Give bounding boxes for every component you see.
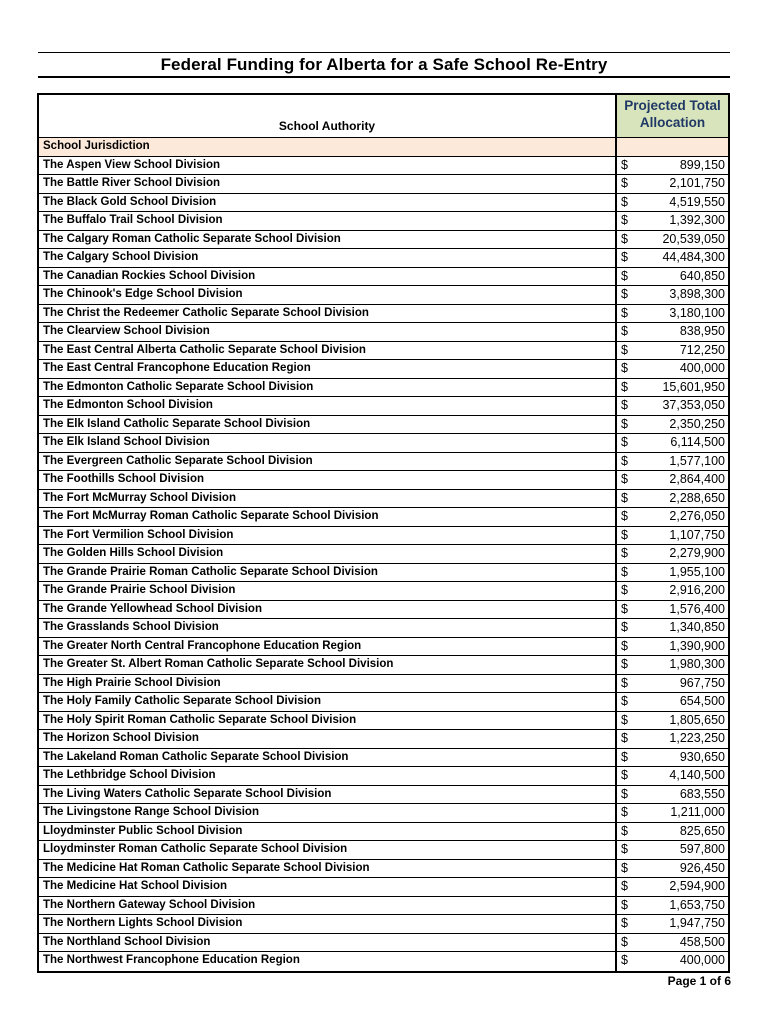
- currency-symbol: $: [621, 675, 628, 690]
- currency-symbol: $: [621, 657, 628, 671]
- allocation-cell: [617, 786, 728, 804]
- projected-allocation-header: [617, 95, 728, 137]
- table-row: [39, 323, 728, 342]
- currency-symbol: $: [621, 953, 628, 967]
- section-label: School Jurisdiction: [39, 138, 617, 156]
- allocation-amount: 838,950: [679, 324, 725, 338]
- allocation-amount: 1,390,900: [669, 638, 725, 653]
- table-row: [39, 841, 728, 860]
- table-row: [39, 212, 728, 231]
- table-row: [39, 360, 728, 379]
- allocation-cell: [617, 712, 728, 730]
- allocation-amount: 1,805,650: [669, 712, 725, 727]
- currency-symbol: $: [621, 768, 628, 782]
- currency-symbol: $: [621, 231, 628, 246]
- school-authority-name: The Livingstone Range School Division: [39, 804, 617, 822]
- table-row: [39, 286, 728, 305]
- table-row: [39, 934, 728, 953]
- allocation-amount: 3,180,100: [669, 305, 725, 320]
- school-authority-name: The Fort Vermilion School Division: [39, 527, 617, 545]
- allocation-amount: 15,601,950: [662, 379, 725, 394]
- currency-symbol: $: [621, 398, 628, 412]
- allocation-amount: 1,947,750: [669, 916, 725, 930]
- currency-symbol: $: [621, 472, 628, 486]
- school-authority-name: The Living Waters Catholic Separate School Division: [39, 786, 617, 804]
- allocation-cell: [617, 379, 728, 397]
- table-row: [39, 749, 728, 768]
- currency-symbol: $: [621, 916, 628, 930]
- allocation-amount: 930,650: [679, 749, 725, 764]
- table-row: [39, 638, 728, 657]
- allocation-amount: 400,000: [679, 361, 725, 375]
- currency-symbol: $: [621, 749, 628, 764]
- school-authority-name: The Canadian Rockies School Division: [39, 268, 617, 286]
- allocation-cell: [617, 305, 728, 323]
- table-row: [39, 582, 728, 601]
- school-authority-name: The Calgary School Division: [39, 249, 617, 267]
- table-row: [39, 175, 728, 194]
- currency-symbol: $: [621, 213, 628, 227]
- currency-symbol: $: [621, 342, 628, 357]
- allocation-cell: [617, 342, 728, 360]
- allocation-amount: 1,340,850: [669, 620, 725, 634]
- table-row: [39, 249, 728, 268]
- school-authority-name: The Clearview School Division: [39, 323, 617, 341]
- allocation-cell: [617, 952, 728, 971]
- allocation-cell: [617, 656, 728, 674]
- allocation-cell: [617, 212, 728, 230]
- allocation-cell: [617, 675, 728, 693]
- school-authority-name: The Greater North Central Francophone Education Region: [39, 638, 617, 656]
- allocation-amount: 4,519,550: [669, 194, 725, 209]
- allocation-amount: 3,898,300: [669, 287, 725, 301]
- currency-symbol: $: [621, 546, 628, 560]
- allocation-cell: [617, 508, 728, 526]
- currency-symbol: $: [621, 453, 628, 468]
- allocation-header-line1: Projected Total: [624, 98, 721, 113]
- school-authority-name: The Christ the Redeemer Catholic Separate School Division: [39, 305, 617, 323]
- school-authority-name: The Edmonton Catholic Separate School Division: [39, 379, 617, 397]
- school-authority-header: School Authority: [39, 95, 617, 137]
- allocation-cell: [617, 638, 728, 656]
- table-row: [39, 397, 728, 416]
- table-row: [39, 823, 728, 842]
- currency-symbol: $: [621, 731, 628, 745]
- currency-symbol: $: [621, 194, 628, 209]
- allocation-cell: [617, 601, 728, 619]
- allocation-header-line2: Allocation: [639, 115, 706, 130]
- currency-symbol: $: [621, 601, 628, 616]
- currency-symbol: $: [621, 250, 628, 264]
- allocation-cell: [617, 434, 728, 452]
- school-authority-name: The Holy Spirit Roman Catholic Separate School Division: [39, 712, 617, 730]
- school-authority-name: The Chinook's Edge School Division: [39, 286, 617, 304]
- allocation-cell: [617, 194, 728, 212]
- allocation-amount: 2,288,650: [669, 490, 725, 505]
- allocation-cell: [617, 471, 728, 489]
- currency-symbol: $: [621, 842, 628, 856]
- allocation-cell: [617, 860, 728, 878]
- allocation-amount: 400,000: [679, 953, 725, 967]
- school-authority-name: The Greater St. Albert Roman Catholic Separate School Division: [39, 656, 617, 674]
- school-authority-name: The Northland School Division: [39, 934, 617, 952]
- allocation-amount: 2,101,750: [669, 176, 725, 190]
- allocation-amount: 712,250: [679, 342, 725, 357]
- currency-symbol: $: [621, 268, 628, 283]
- school-authority-name: The Medicine Hat School Division: [39, 878, 617, 896]
- school-authority-name: Lloydminster Public School Division: [39, 823, 617, 841]
- school-authority-name: The Northern Lights School Division: [39, 915, 617, 933]
- allocation-amount: 1,211,000: [670, 805, 725, 819]
- section-amount-cell: [617, 138, 728, 156]
- school-authority-name: The Horizon School Division: [39, 730, 617, 748]
- school-authority-name: The Edmonton School Division: [39, 397, 617, 415]
- allocation-cell: [617, 175, 728, 193]
- table-row: [39, 157, 728, 176]
- school-authority-name: The East Central Francophone Education Region: [39, 360, 617, 378]
- table-row: [39, 804, 728, 823]
- school-authority-name: The Golden Hills School Division: [39, 545, 617, 563]
- table-row: [39, 490, 728, 509]
- table-row: [39, 952, 728, 971]
- table-row: [39, 656, 728, 675]
- currency-symbol: $: [621, 509, 628, 523]
- school-authority-name: The Grande Yellowhead School Division: [39, 601, 617, 619]
- table-row: [39, 434, 728, 453]
- allocation-cell: [617, 619, 728, 637]
- school-authority-name: The Elk Island School Division: [39, 434, 617, 452]
- currency-symbol: $: [621, 287, 628, 301]
- table-row: [39, 564, 728, 583]
- currency-symbol: $: [621, 805, 628, 819]
- currency-symbol: $: [621, 934, 628, 949]
- school-authority-name: The Elk Island Catholic Separate School Division: [39, 416, 617, 434]
- allocation-cell: [617, 416, 728, 434]
- funding-table: [37, 93, 730, 973]
- table-row: [39, 379, 728, 398]
- table-row: [39, 453, 728, 472]
- school-authority-name: The Aspen View School Division: [39, 157, 617, 175]
- allocation-cell: [617, 157, 728, 175]
- table-body: [39, 157, 728, 971]
- allocation-cell: [617, 767, 728, 785]
- currency-symbol: $: [621, 712, 628, 727]
- allocation-cell: [617, 490, 728, 508]
- allocation-cell: [617, 804, 728, 822]
- table-row: [39, 416, 728, 435]
- allocation-cell: [617, 286, 728, 304]
- currency-symbol: $: [621, 435, 628, 449]
- allocation-amount: 1,955,100: [669, 564, 725, 579]
- school-authority-name: The Black Gold School Division: [39, 194, 617, 212]
- table-row: [39, 305, 728, 324]
- allocation-amount: 2,350,250: [669, 416, 725, 431]
- allocation-amount: 44,484,300: [662, 250, 725, 264]
- currency-symbol: $: [621, 379, 628, 394]
- school-authority-name: The Fort McMurray Roman Catholic Separate School Division: [39, 508, 617, 526]
- allocation-amount: 967,750: [679, 675, 725, 690]
- allocation-amount: 640,850: [679, 268, 725, 283]
- school-authority-name: The Grande Prairie Roman Catholic Separate School Division: [39, 564, 617, 582]
- currency-symbol: $: [621, 583, 628, 597]
- currency-symbol: $: [621, 897, 628, 912]
- school-authority-name: The Fort McMurray School Division: [39, 490, 617, 508]
- currency-symbol: $: [621, 638, 628, 653]
- allocation-cell: [617, 564, 728, 582]
- currency-symbol: $: [621, 416, 628, 431]
- table-row: [39, 268, 728, 287]
- school-authority-name: The Northern Gateway School Division: [39, 897, 617, 915]
- table-row: [39, 897, 728, 916]
- allocation-amount: 1,392,300: [669, 213, 725, 227]
- allocation-amount: 825,650: [679, 823, 725, 838]
- page-number: Page 1 of 6: [667, 974, 731, 988]
- allocation-cell: [617, 249, 728, 267]
- allocation-cell: [617, 231, 728, 249]
- allocation-cell: [617, 823, 728, 841]
- currency-symbol: $: [621, 786, 628, 801]
- allocation-cell: [617, 878, 728, 896]
- allocation-cell: [617, 749, 728, 767]
- school-authority-name: The Lakeland Roman Catholic Separate School Division: [39, 749, 617, 767]
- school-authority-name: The Lethbridge School Division: [39, 767, 617, 785]
- allocation-amount: 2,864,400: [669, 472, 725, 486]
- table-row: [39, 471, 728, 490]
- school-authority-name: The Medicine Hat Roman Catholic Separate School Division: [39, 860, 617, 878]
- allocation-cell: [617, 934, 728, 952]
- table-row: [39, 712, 728, 731]
- allocation-amount: 1,577,100: [669, 453, 725, 468]
- allocation-amount: 20,539,050: [662, 231, 725, 246]
- school-authority-name: The Calgary Roman Catholic Separate School Division: [39, 231, 617, 249]
- allocation-cell: [617, 915, 728, 933]
- allocation-amount: 926,450: [679, 860, 725, 875]
- allocation-amount: 654,500: [679, 694, 725, 708]
- currency-symbol: $: [621, 879, 628, 893]
- allocation-amount: 2,276,050: [669, 509, 725, 523]
- allocation-amount: 6,114,500: [670, 435, 725, 449]
- allocation-amount: 2,594,900: [669, 879, 725, 893]
- table-row: [39, 878, 728, 897]
- table-header: [39, 95, 728, 138]
- school-authority-name: The Grande Prairie School Division: [39, 582, 617, 600]
- school-authority-name: The East Central Alberta Catholic Separate School Division: [39, 342, 617, 360]
- allocation-amount: 2,279,900: [669, 546, 725, 560]
- school-authority-name: The Foothills School Division: [39, 471, 617, 489]
- currency-symbol: $: [621, 860, 628, 875]
- school-authority-name: The Battle River School Division: [39, 175, 617, 193]
- allocation-amount: 2,916,200: [669, 583, 725, 597]
- school-authority-name: The Grasslands School Division: [39, 619, 617, 637]
- allocation-amount: 683,550: [679, 786, 725, 801]
- allocation-amount: 1,576,400: [669, 601, 725, 616]
- table-row: [39, 619, 728, 638]
- table-row: [39, 730, 728, 749]
- currency-symbol: $: [621, 823, 628, 838]
- school-authority-name: The Holy Family Catholic Separate School Division: [39, 693, 617, 711]
- allocation-cell: [617, 323, 728, 341]
- allocation-amount: 4,140,500: [669, 768, 725, 782]
- table-row: [39, 767, 728, 786]
- school-authority-name: The Northwest Francophone Education Region: [39, 952, 617, 971]
- currency-symbol: $: [621, 176, 628, 190]
- allocation-amount: 37,353,050: [662, 398, 725, 412]
- currency-symbol: $: [621, 694, 628, 708]
- document-title: Federal Funding for Alberta for a Safe School Re-Entry: [160, 55, 608, 74]
- currency-symbol: $: [621, 305, 628, 320]
- table-row: [39, 915, 728, 934]
- currency-symbol: $: [621, 324, 628, 338]
- allocation-amount: 1,107,750: [669, 527, 725, 542]
- table-row: [39, 194, 728, 213]
- allocation-cell: [617, 897, 728, 915]
- school-authority-name: The Evergreen Catholic Separate School Division: [39, 453, 617, 471]
- allocation-cell: [617, 545, 728, 563]
- table-row: [39, 545, 728, 564]
- allocation-amount: 1,223,250: [669, 731, 725, 745]
- allocation-cell: [617, 527, 728, 545]
- table-row: [39, 508, 728, 527]
- table-row: [39, 693, 728, 712]
- school-authority-name: Lloydminster Roman Catholic Separate School Division: [39, 841, 617, 859]
- allocation-cell: [617, 582, 728, 600]
- allocation-amount: 899,150: [679, 157, 725, 172]
- table-row: [39, 675, 728, 694]
- allocation-cell: [617, 268, 728, 286]
- currency-symbol: $: [621, 620, 628, 634]
- table-row: [39, 527, 728, 546]
- currency-symbol: $: [621, 157, 628, 172]
- currency-symbol: $: [621, 490, 628, 505]
- allocation-cell: [617, 730, 728, 748]
- section-row: [39, 138, 728, 157]
- title-bottom-rule: [38, 76, 730, 78]
- currency-symbol: $: [621, 564, 628, 579]
- table-row: [39, 601, 728, 620]
- allocation-cell: [617, 360, 728, 378]
- allocation-amount: 1,653,750: [669, 897, 725, 912]
- table-row: [39, 342, 728, 361]
- allocation-cell: [617, 693, 728, 711]
- table-row: [39, 231, 728, 250]
- allocation-cell: [617, 397, 728, 415]
- table-row: [39, 860, 728, 879]
- allocation-amount: 458,500: [679, 934, 725, 949]
- allocation-cell: [617, 841, 728, 859]
- currency-symbol: $: [621, 361, 628, 375]
- allocation-amount: 1,980,300: [669, 657, 725, 671]
- table-row: [39, 786, 728, 805]
- school-authority-name: The High Prairie School Division: [39, 675, 617, 693]
- allocation-amount: 597,800: [679, 842, 725, 856]
- school-authority-name: The Buffalo Trail School Division: [39, 212, 617, 230]
- allocation-cell: [617, 453, 728, 471]
- currency-symbol: $: [621, 527, 628, 542]
